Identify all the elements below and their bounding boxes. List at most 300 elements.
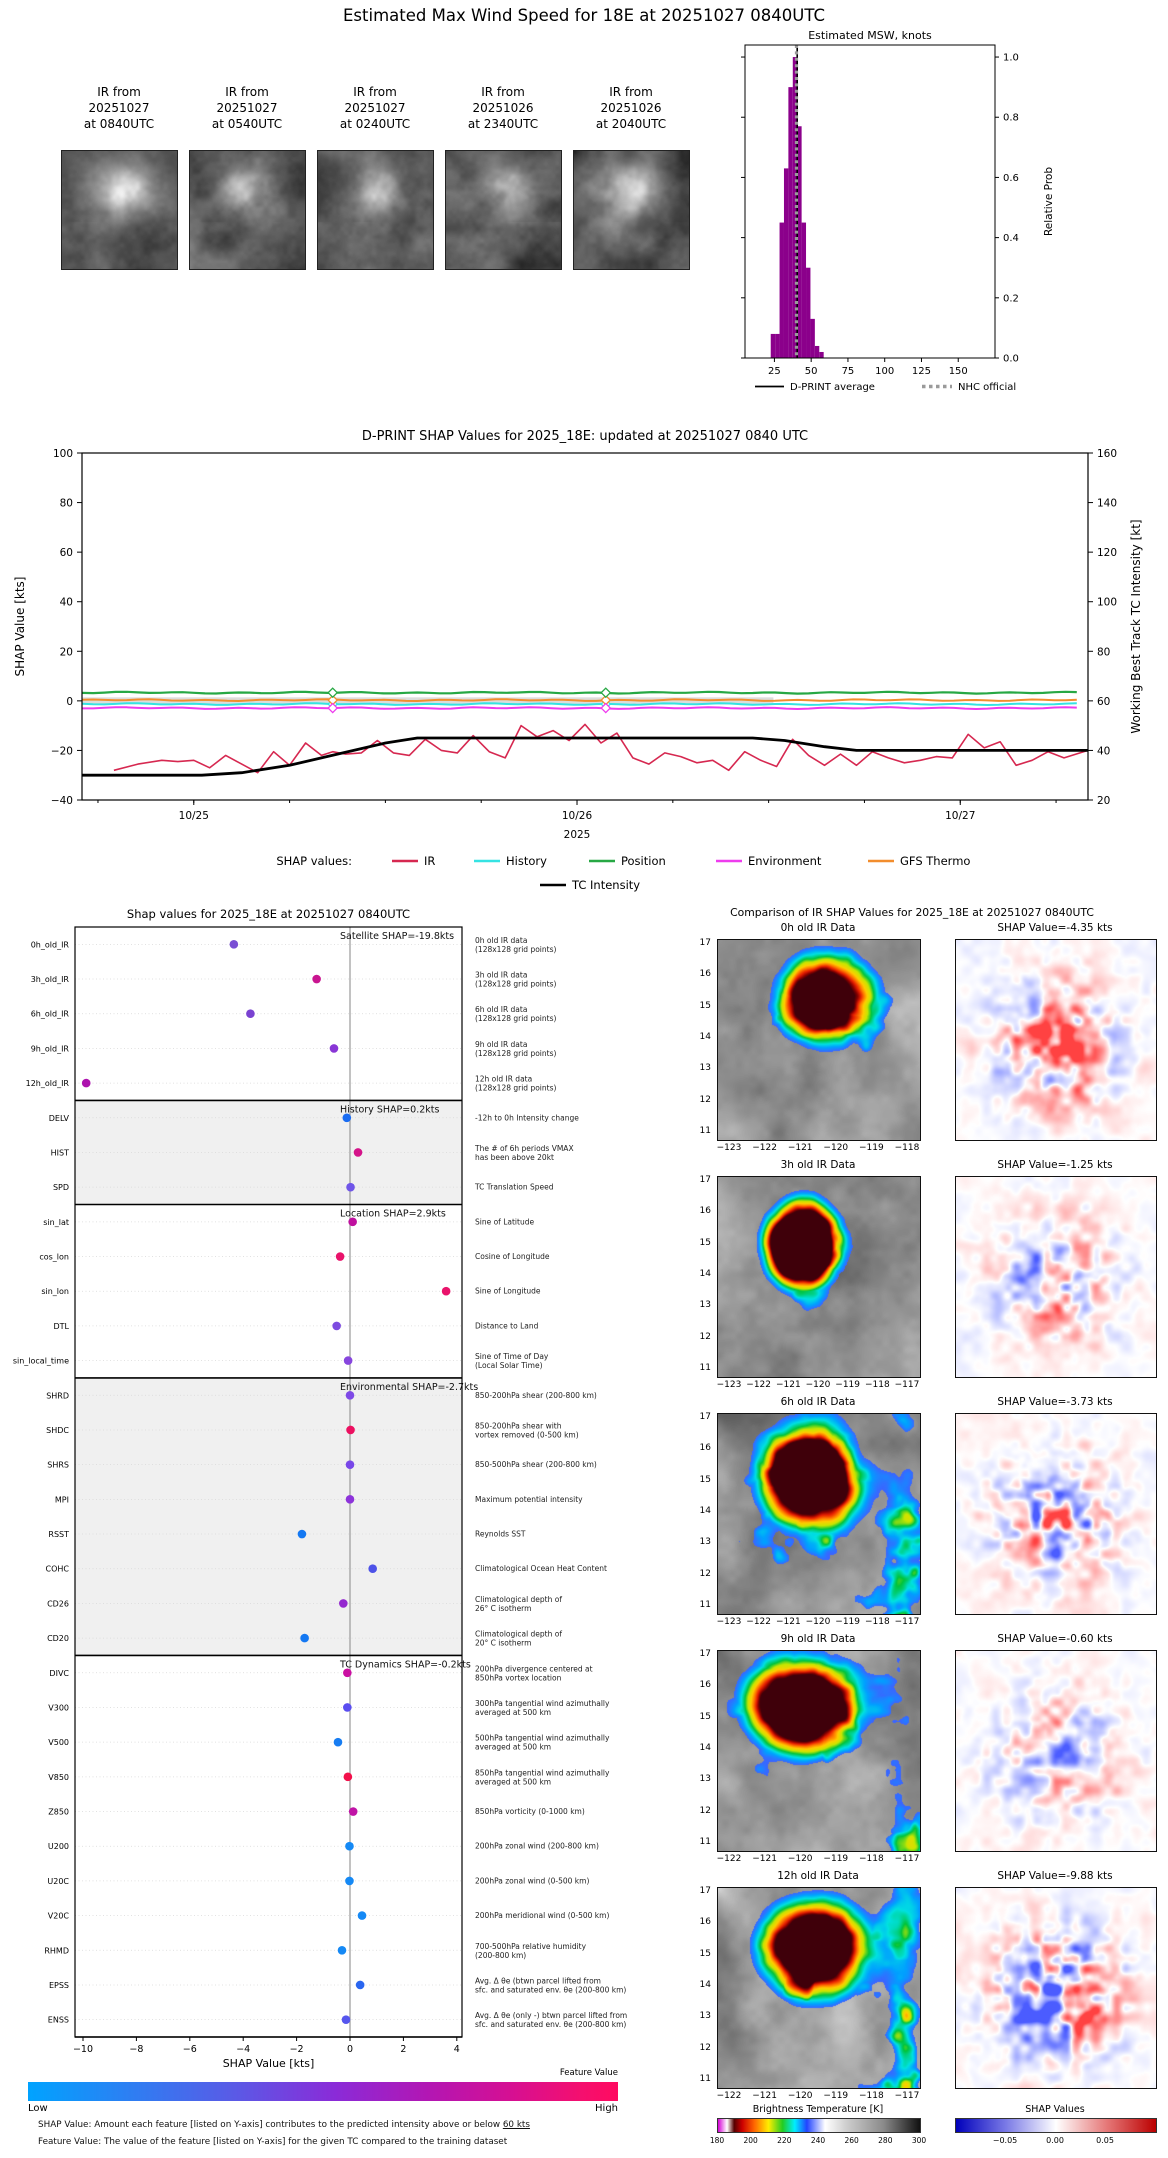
histogram-xtick: 50 xyxy=(804,366,818,377)
feature-label-CD26: CD26 xyxy=(47,1599,69,1609)
shap-dot-SPD xyxy=(346,1183,355,1192)
ir-thumbnail-caption-line: 20251027 xyxy=(88,101,150,116)
lon-tick: −121 xyxy=(787,1143,813,1153)
feature-desc: Climatological Ocean Heat Content xyxy=(475,1564,607,1574)
xtick-date: 10/27 xyxy=(945,810,976,822)
bt-colorbar-title: Brightness Temperature [K] xyxy=(752,2104,884,2115)
shap-dotplot-chart xyxy=(0,905,660,2070)
ir-data-map xyxy=(717,939,921,1141)
right-ytick: 40 xyxy=(1097,745,1111,758)
ir-grayscale-thumbnail xyxy=(61,150,178,270)
left-ytick: 40 xyxy=(59,596,73,609)
dotplot-xtick: 4 xyxy=(453,2044,460,2055)
bt-tick: 220 xyxy=(777,2136,792,2145)
histogram-bar xyxy=(810,319,814,358)
lat-tick: 14 xyxy=(699,1743,711,1753)
right-ytick: 120 xyxy=(1097,547,1118,560)
shap-timeseries-chart xyxy=(0,425,1168,900)
ir-thumbnail-caption-line: 20251026 xyxy=(472,101,534,116)
lat-tick: 11 xyxy=(699,1600,711,1610)
lat-tick: 13 xyxy=(699,1300,711,1311)
right-ytick: 140 xyxy=(1097,497,1118,510)
shap-colorbar xyxy=(955,2118,1157,2133)
ir-data-title: 9h old IR Data xyxy=(780,1633,856,1645)
lat-tick: 14 xyxy=(699,1269,711,1279)
lat-tick: 11 xyxy=(699,2074,711,2084)
ir-thumbnail-caption-line: 20251027 xyxy=(344,101,406,116)
shap-dot-MPI xyxy=(346,1495,355,1504)
ir-data-map xyxy=(717,1650,921,1852)
ir-thumbnail-caption-line: 20251027 xyxy=(216,101,278,116)
feature-desc: vortex removed (0-500 km) xyxy=(475,1430,579,1440)
lon-tick: −119 xyxy=(823,2091,849,2101)
feature-desc: Avg. Δ θe (only -) btwn parcel lifted from xyxy=(475,2011,628,2021)
bt-tick: 200 xyxy=(743,2136,758,2145)
lat-tick: 15 xyxy=(699,1948,711,1959)
feature-desc: 850hPa tangential wind azimuthally xyxy=(475,1768,610,1778)
xtick-date: 10/26 xyxy=(561,810,593,822)
lon-tick: −121 xyxy=(752,2091,777,2101)
shap-value-map xyxy=(955,1176,1157,1378)
left-ytick: −40 xyxy=(50,795,73,807)
lat-tick: 17 xyxy=(699,1175,711,1185)
feature-desc: 200hPa zonal wind (0-500 km) xyxy=(475,1876,590,1886)
feature-desc: Cosine of Longitude xyxy=(475,1252,550,1262)
lat-tick: 13 xyxy=(699,1063,711,1074)
left-ytick: 100 xyxy=(52,448,73,460)
left-ytick: 0 xyxy=(66,695,73,708)
lon-tick: −122 xyxy=(716,1854,742,1864)
feature-label-EPSS: EPSS xyxy=(48,1980,69,1990)
shap-colorbar-title: SHAP Values xyxy=(1025,2104,1085,2115)
lat-tick: 12 xyxy=(699,1094,711,1105)
feature-desc: 12h old IR data xyxy=(475,1074,533,1084)
shap-dot-HIST xyxy=(354,1148,363,1157)
dotplot-xlabel: SHAP Value [kts] xyxy=(222,2057,315,2070)
shap-map-title: SHAP Value=-9.88 kts xyxy=(997,1870,1113,1882)
histogram-bar xyxy=(784,168,788,358)
feature-label-sin_local_time: sin_local_time xyxy=(12,1356,69,1366)
feature-label-V850: V850 xyxy=(48,1772,69,1782)
feature-desc: Sine of Time of Day xyxy=(475,1352,549,1362)
ir-thumbnail-caption-line: at 0540UTC xyxy=(211,117,283,132)
histogram-bar xyxy=(802,223,806,358)
ir-thumbnail-caption-line: at 0840UTC xyxy=(83,117,155,132)
feature-label-0h_old_IR: 0h_old_IR xyxy=(30,940,69,950)
page-title: Estimated Max Wind Speed for 18E at 20251027 0840UTC xyxy=(343,6,825,25)
section-annotation: Location SHAP=2.9kts xyxy=(340,1208,446,1220)
lon-tick: −121 xyxy=(752,1854,777,1864)
feature-desc: Sine of Longitude xyxy=(475,1286,541,1296)
lon-tick: −123 xyxy=(716,1380,742,1390)
shap-dot-U200 xyxy=(345,1842,354,1851)
feature-desc: 0h old IR data xyxy=(475,935,528,945)
footnote-underlined-threshold: 60 kts xyxy=(502,2120,530,2130)
feature-label-sin_lat: sin_lat xyxy=(43,1217,69,1227)
feature-desc: Distance to Land xyxy=(475,1321,539,1331)
feature-desc: 26° C isotherm xyxy=(475,1603,532,1613)
lon-tick: −120 xyxy=(805,1617,831,1627)
dotplot-xtick: 2 xyxy=(400,2044,407,2055)
lon-tick: −121 xyxy=(775,1380,801,1390)
feature-desc: 850hPa vorticity (0-1000 km) xyxy=(475,1807,585,1817)
feature-desc: has been above 20kt xyxy=(475,1152,554,1162)
histogram-xtick: 75 xyxy=(841,366,855,377)
histogram-ytick: 0.6 xyxy=(1003,172,1019,184)
histogram-ytick: 1.0 xyxy=(1003,52,1019,64)
feature-desc: (128x128 grid points) xyxy=(475,1048,557,1058)
footnote-shap-value-text: SHAP Value: Amount each feature [listed on Y-axis] contributes to the predicted intensity above or below xyxy=(38,2120,503,2130)
lon-tick: −117 xyxy=(894,1617,920,1627)
lon-tick: −118 xyxy=(859,1854,884,1864)
bt-tick: 280 xyxy=(878,2136,893,2145)
lon-tick: −122 xyxy=(746,1380,772,1390)
feature-label-SHRS: SHRS xyxy=(47,1460,69,1470)
series-environment xyxy=(82,707,1077,709)
lat-tick: 16 xyxy=(699,1680,711,1691)
dotplot-xtick: −4 xyxy=(236,2044,251,2055)
left-ytick: 20 xyxy=(59,646,73,659)
lon-tick: −120 xyxy=(787,2091,813,2101)
lat-tick: 12 xyxy=(699,1568,711,1579)
shap-dot-3h_old_IR xyxy=(312,975,321,984)
feature-label-V500: V500 xyxy=(48,1738,69,1748)
ir-grayscale-thumbnail xyxy=(573,150,690,270)
feature-desc: averaged at 500 km xyxy=(475,1742,552,1752)
lon-tick: −118 xyxy=(894,1143,920,1153)
left-ytick: −20 xyxy=(50,745,73,758)
timeseries-plot-border xyxy=(82,453,1088,800)
ir-data-map xyxy=(717,1176,921,1378)
lon-tick: −119 xyxy=(835,1380,861,1390)
feature-label-DELV: DELV xyxy=(48,1113,69,1123)
shap-map-title: SHAP Value=-3.73 kts xyxy=(997,1396,1113,1408)
feature-label-12h_old_IR: 12h_old_IR xyxy=(25,1079,69,1089)
legend-tc-intensity: TC Intensity xyxy=(572,878,641,892)
shap-dot-0h_old_IR xyxy=(230,940,239,949)
lat-tick: 14 xyxy=(699,1506,711,1516)
shap-dot-cos_lon xyxy=(336,1252,345,1261)
feature-desc: 850-200hPa shear with xyxy=(475,1421,562,1431)
lon-tick: −118 xyxy=(864,1380,890,1390)
shap-dot-CD20 xyxy=(300,1634,309,1643)
feature-label-SPD: SPD xyxy=(52,1183,69,1193)
lat-tick: 15 xyxy=(699,1000,711,1011)
footnote-feature-value: Feature Value: The value of the feature [listed on Y-axis] for the given TC compared to the training dataset xyxy=(38,2137,508,2147)
lon-tick: −120 xyxy=(787,1854,813,1864)
lon-tick: −122 xyxy=(716,2091,742,2101)
feature-desc: (128x128 grid points) xyxy=(475,1083,557,1093)
histogram-xtick: 125 xyxy=(911,366,932,377)
lat-tick: 14 xyxy=(699,1032,711,1042)
lat-tick: 16 xyxy=(699,969,711,980)
right-ytick: 60 xyxy=(1097,695,1111,708)
feature-desc: 200hPa zonal wind (200-800 km) xyxy=(475,1841,599,1851)
legend-prefix: SHAP values: xyxy=(276,854,352,868)
feature-desc: 850hPa vortex location xyxy=(475,1673,562,1683)
feature-label-V300: V300 xyxy=(48,1703,69,1713)
ir-data-map xyxy=(717,1413,921,1615)
forecast-marker-diamond xyxy=(601,688,610,697)
left-ytick: 60 xyxy=(59,547,73,560)
dotplot-xtick: −6 xyxy=(182,2044,197,2055)
feature-desc: Sine of Latitude xyxy=(475,1217,535,1227)
ir-thumbnail-caption-line: at 2040UTC xyxy=(595,117,667,132)
feature-label-U20C: U20C xyxy=(47,1876,69,1886)
histogram-ytick: 0.8 xyxy=(1003,112,1019,124)
shap-value-map xyxy=(955,1413,1157,1615)
xaxis-year-label: 2025 xyxy=(563,829,591,841)
shap-dot-SHDC xyxy=(346,1426,355,1435)
ir-thumbnail-caption xyxy=(438,84,568,133)
dotplot-xtick: −2 xyxy=(289,2044,304,2055)
lon-tick: −122 xyxy=(746,1617,772,1627)
section-annotation: Environmental SHAP=-2.7kts xyxy=(340,1381,479,1393)
feature-desc: Reynolds SST xyxy=(475,1529,526,1539)
histogram-bar xyxy=(775,334,779,358)
lon-tick: −118 xyxy=(864,1617,890,1627)
ir-thumbnail-caption-line: IR from xyxy=(97,85,141,99)
ir-data-title: 12h old IR Data xyxy=(777,1870,859,1882)
feature-label-RHMD: RHMD xyxy=(44,1946,69,1956)
bt-tick: 300 xyxy=(911,2136,927,2145)
lat-tick: 12 xyxy=(699,1805,711,1816)
feature-label-HIST: HIST xyxy=(50,1148,69,1158)
lon-tick: −117 xyxy=(894,1380,920,1390)
lat-tick: 12 xyxy=(699,2042,711,2053)
ir-thumbnail-caption-line: IR from xyxy=(609,85,653,99)
dotplot-xtick: −8 xyxy=(129,2044,144,2055)
shap-dot-CD26 xyxy=(339,1599,348,1608)
legend-nhc-official: NHC official xyxy=(958,382,1017,393)
lat-tick: 16 xyxy=(699,1917,711,1928)
histogram-bar xyxy=(806,268,810,358)
lat-tick: 16 xyxy=(699,1206,711,1217)
feature-desc: 700-500hPa relative humidity xyxy=(475,1941,587,1951)
bt-colorbar xyxy=(717,2118,921,2133)
feature-desc: Climatological depth of xyxy=(475,1594,562,1604)
feature-desc: 500hPa tangential wind azimuthally xyxy=(475,1733,610,1743)
histogram-bar xyxy=(771,334,775,358)
lat-tick: 15 xyxy=(699,1711,711,1722)
lon-tick: −120 xyxy=(805,1380,831,1390)
feature-label-SHDC: SHDC xyxy=(46,1425,69,1435)
section-annotation: History SHAP=0.2kts xyxy=(340,1104,440,1116)
feature-desc: 6h old IR data xyxy=(475,1005,528,1015)
feature-label-U200: U200 xyxy=(47,1842,69,1852)
ir-thumbnail-caption xyxy=(54,84,184,133)
lat-tick: 15 xyxy=(699,1474,711,1485)
lat-tick: 11 xyxy=(699,1126,711,1136)
feature-label-DIVC: DIVC xyxy=(49,1668,69,1678)
lat-tick: 11 xyxy=(699,1363,711,1373)
feature-label-MPI: MPI xyxy=(54,1495,69,1505)
section-annotation: Satellite SHAP=-19.8kts xyxy=(340,931,455,942)
right-ytick: 80 xyxy=(1097,646,1111,659)
feature-desc: averaged at 500 km xyxy=(475,1777,552,1787)
legend-history: History xyxy=(506,854,547,868)
ir-grayscale-thumbnail xyxy=(445,150,562,270)
shap-dot-COHC xyxy=(368,1564,377,1573)
lon-tick: −119 xyxy=(823,1854,849,1864)
feature-desc: (128x128 grid points) xyxy=(475,979,557,989)
section-annotation: TC Dynamics SHAP=-0.2kts xyxy=(340,1659,471,1671)
feature-label-COHC: COHC xyxy=(45,1564,69,1574)
footnote-shap-value xyxy=(38,2120,530,2130)
lon-tick: −122 xyxy=(752,1143,777,1153)
lon-tick: −119 xyxy=(835,1617,861,1627)
shap-dot-DTL xyxy=(332,1322,341,1331)
feature-label-ENSS: ENSS xyxy=(47,2015,69,2025)
ir-thumbnail-caption xyxy=(182,84,312,133)
lon-tick: −117 xyxy=(894,2091,920,2101)
shap-value-map xyxy=(955,939,1157,1141)
ir-data-title: 6h old IR Data xyxy=(780,1396,856,1408)
legend-gfs-thermo: GFS Thermo xyxy=(900,854,971,868)
feature-desc: 20° C isotherm xyxy=(475,1638,532,1648)
feature-label-RSST: RSST xyxy=(48,1530,69,1540)
feature-desc: sfc. and saturated env. θe (200-800 km) xyxy=(475,2020,627,2030)
ir-thumbnail-caption-line: IR from xyxy=(225,85,269,99)
histogram-xtick: 150 xyxy=(948,366,968,377)
feature-desc: Maximum potential intensity xyxy=(475,1494,583,1504)
histogram-bar xyxy=(788,87,792,358)
left-ytick: 80 xyxy=(59,497,73,510)
right-ytick: 100 xyxy=(1097,596,1118,609)
feature-desc: (200-800 km) xyxy=(475,1950,527,1960)
series-position xyxy=(82,692,1077,694)
right-ytick: 20 xyxy=(1097,795,1111,807)
bt-tick: 180 xyxy=(709,2136,725,2145)
feature-desc: The # of 6h periods VMAX xyxy=(475,1143,574,1153)
feature-desc: 9h old IR data xyxy=(475,1039,528,1049)
feature-label-V20C: V20C xyxy=(47,1911,69,1921)
feature-value-colorbar xyxy=(28,2082,618,2101)
lon-tick: −119 xyxy=(859,1143,884,1153)
histogram-ytick: 0.2 xyxy=(1003,293,1019,305)
lon-tick: −117 xyxy=(894,1854,920,1864)
ir-data-title: 3h old IR Data xyxy=(780,1159,856,1171)
lon-tick: −123 xyxy=(716,1617,742,1627)
feature-desc: 850-200hPa shear (200-800 km) xyxy=(475,1390,597,1400)
ir-thumbnail-caption-line: IR from xyxy=(353,85,397,99)
shap-dot-EPSS xyxy=(356,1981,365,1990)
shap-map-title: SHAP Value=-0.60 kts xyxy=(997,1633,1113,1645)
shap-dot-sin_lon xyxy=(442,1287,451,1296)
ir-thumbnail-caption xyxy=(566,84,696,133)
legend-dprint-average: D-PRINT average xyxy=(790,382,875,393)
feature-label-Z850: Z850 xyxy=(48,1807,69,1817)
dotplot-title: Shap values for 2025_18E at 20251027 0840UTC xyxy=(126,907,411,921)
ir-thumbnail-caption-line: at 0240UTC xyxy=(339,117,411,132)
feature-desc: (128x128 grid points) xyxy=(475,1014,557,1024)
xtick-date: 10/25 xyxy=(178,810,209,822)
feature-label-cos_lon: cos_lon xyxy=(39,1252,69,1262)
right-axis-label: Working Best Track TC Intensity [kt] xyxy=(1129,519,1143,734)
lat-tick: 13 xyxy=(699,2011,711,2022)
comparison-title: Comparison of IR SHAP Values for 2025_18E at 20251027 0840UTC xyxy=(730,906,1094,919)
shap-dot-6h_old_IR xyxy=(246,1009,255,1018)
colorbar-high-label: High xyxy=(595,2103,618,2114)
msw-histogram-chart xyxy=(700,28,1160,413)
histogram-ytick: 0.0 xyxy=(1003,353,1019,365)
histogram-bar xyxy=(815,346,819,358)
shap-dot-U20C xyxy=(345,1877,354,1886)
shap-dot-sin_local_time xyxy=(344,1356,353,1365)
feature-desc: -12h to 0h Intensity change xyxy=(475,1113,579,1123)
feature-label-6h_old_IR: 6h_old_IR xyxy=(30,1009,69,1019)
legend-environment: Environment xyxy=(748,854,822,868)
shap-dot-RSST xyxy=(298,1530,307,1539)
lat-tick: 17 xyxy=(699,1886,711,1896)
lon-tick: −120 xyxy=(823,1143,849,1153)
legend-position: Position xyxy=(621,854,666,868)
lon-tick: −121 xyxy=(775,1617,801,1627)
feature-desc: Avg. Δ θe (btwn parcel lifted from xyxy=(475,1976,601,1986)
feature-desc: 850-500hPa shear (200-800 km) xyxy=(475,1460,597,1470)
lat-tick: 13 xyxy=(699,1774,711,1785)
shap-dot-V500 xyxy=(334,1738,343,1747)
histogram-xtick: 25 xyxy=(768,366,781,377)
histogram-ylabel: Relative Prob xyxy=(1043,166,1055,237)
shap-map-title: SHAP Value=-1.25 kts xyxy=(997,1159,1113,1171)
shap-dot-V20C xyxy=(358,1911,367,1920)
lat-tick: 17 xyxy=(699,1412,711,1422)
ir-grayscale-thumbnail xyxy=(189,150,306,270)
bt-tick: 260 xyxy=(844,2136,859,2145)
feature-desc: Climatological depth of xyxy=(475,1629,562,1639)
ir-thumbnail-caption-line: 20251026 xyxy=(600,101,662,116)
lat-tick: 15 xyxy=(699,1237,711,1248)
feature-label-sin_lon: sin_lon xyxy=(41,1287,69,1297)
lat-tick: 13 xyxy=(699,1537,711,1548)
left-axis-label: SHAP Value [kts] xyxy=(13,576,27,677)
lat-tick: 17 xyxy=(699,938,711,948)
feature-desc: 300hPa tangential wind azimuthally xyxy=(475,1698,610,1708)
feature-label-SHRD: SHRD xyxy=(46,1391,69,1401)
feature-label-DTL: DTL xyxy=(53,1321,69,1331)
shap-dot-ENSS xyxy=(342,2015,351,2024)
feature-value-colorbar-title: Feature Value xyxy=(559,2068,618,2078)
feature-desc: 200hPa meridional wind (0-500 km) xyxy=(475,1911,610,1921)
shap-cb-tick: −0.05 xyxy=(992,2136,1018,2145)
lon-tick: −118 xyxy=(859,2091,884,2101)
feature-label-9h_old_IR: 9h_old_IR xyxy=(30,1044,69,1054)
histogram-bar xyxy=(780,223,784,358)
shap-dot-Z850 xyxy=(349,1807,358,1816)
dotplot-xtick: 0 xyxy=(346,2044,354,2055)
shap-value-map xyxy=(955,1650,1157,1852)
shap-cb-tick: 0.05 xyxy=(1096,2136,1114,2145)
right-ytick: 160 xyxy=(1097,448,1118,460)
feature-desc: (Local Solar Time) xyxy=(475,1361,543,1371)
feature-desc: TC Translation Speed xyxy=(475,1182,554,1192)
section-shading xyxy=(75,1378,462,1656)
ir-grayscale-thumbnail xyxy=(317,150,434,270)
lat-tick: 16 xyxy=(699,1443,711,1454)
bt-tick: 240 xyxy=(810,2136,826,2145)
shap-value-map xyxy=(955,1887,1157,2089)
histogram-bar xyxy=(819,352,823,358)
dotplot-xtick: −10 xyxy=(72,2044,94,2055)
feature-desc: 3h old IR data xyxy=(475,970,528,980)
lon-tick: −123 xyxy=(716,1143,742,1153)
feature-desc: 200hPa divergence centered at xyxy=(475,1664,593,1674)
ir-thumbnail-caption-line: IR from xyxy=(481,85,525,99)
shap-dot-V850 xyxy=(344,1773,353,1782)
shap-dot-RHMD xyxy=(338,1946,347,1955)
feature-desc: averaged at 500 km xyxy=(475,1707,552,1717)
